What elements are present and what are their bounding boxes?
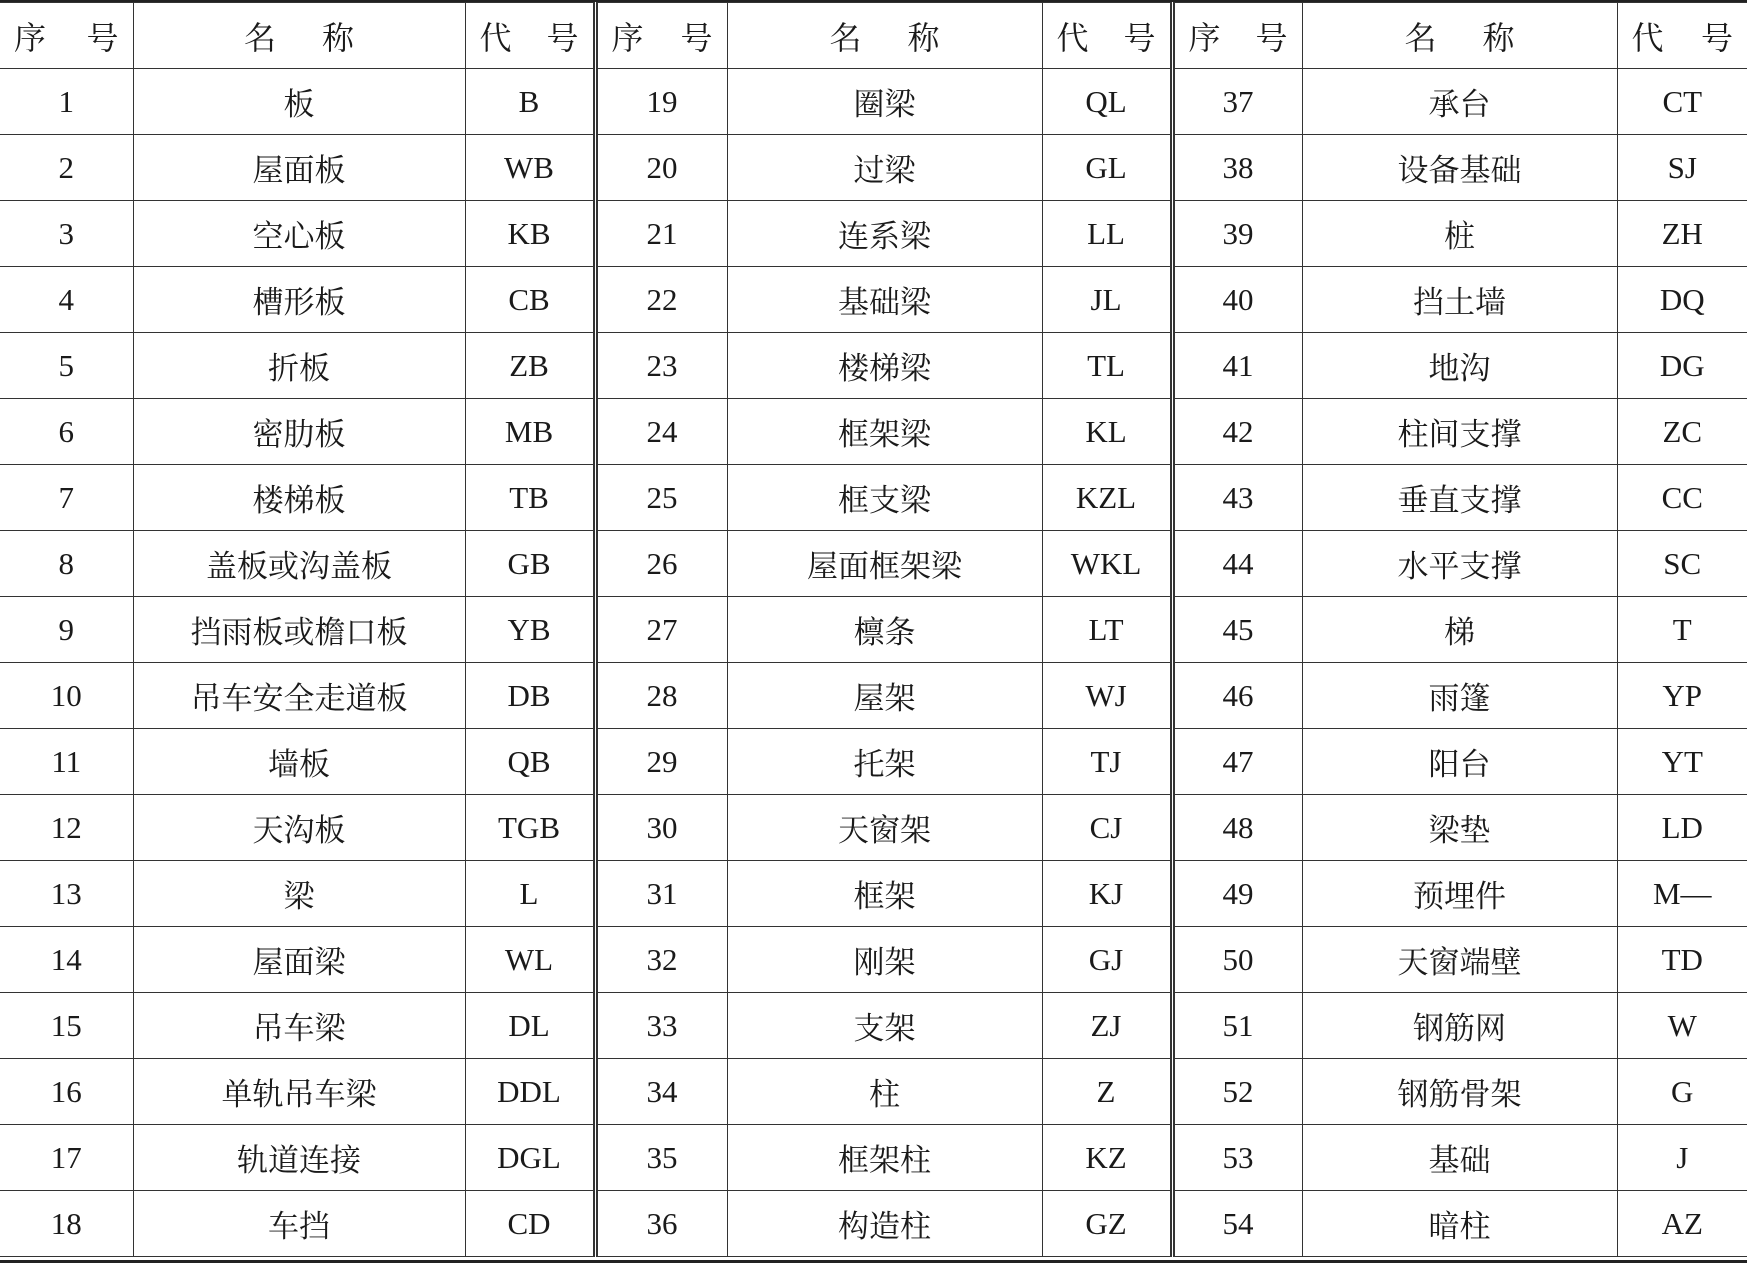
cell-seq: 53: [1172, 1125, 1302, 1191]
cell-code: WB: [465, 135, 595, 201]
cell-name: 预埋件: [1302, 861, 1617, 927]
cell-name: 挡雨板或檐口板: [133, 597, 465, 663]
cell-name: 刚架: [727, 927, 1042, 993]
cell-seq: 48: [1172, 795, 1302, 861]
cell-code: GL: [1042, 135, 1172, 201]
cell-code: GJ: [1042, 927, 1172, 993]
cell-code: LD: [1617, 795, 1747, 861]
header-seq: [1172, 3, 1302, 69]
header-seq-char: 序: [1188, 18, 1221, 57]
cell-seq: 6: [0, 399, 133, 465]
header-seq-char: 号: [86, 18, 119, 57]
header-name-char: 名: [829, 18, 862, 57]
cell-seq: 41: [1172, 333, 1302, 399]
cell-seq: 5: [0, 333, 133, 399]
cell-code: CD: [465, 1191, 595, 1257]
header-name-char: 称: [907, 18, 940, 57]
table-body: [0, 69, 1747, 1257]
cell-code: WJ: [1042, 663, 1172, 729]
cell-code: KZ: [1042, 1125, 1172, 1191]
cell-seq: 49: [1172, 861, 1302, 927]
cell-code: GZ: [1042, 1191, 1172, 1257]
header-code-char: 号: [546, 18, 579, 57]
table-row: [0, 663, 1747, 729]
cell-seq: 18: [0, 1191, 133, 1257]
cell-name: 楼梯梁: [727, 333, 1042, 399]
cell-code: DB: [465, 663, 595, 729]
cell-name: 梁垫: [1302, 795, 1617, 861]
cell-code: B: [465, 69, 595, 135]
cell-name: 屋面框架梁: [727, 531, 1042, 597]
header-code-char: 号: [1123, 18, 1156, 57]
cell-name: 天窗架: [727, 795, 1042, 861]
cell-code: CT: [1617, 69, 1747, 135]
cell-name: 承台: [1302, 69, 1617, 135]
cell-code: ZB: [465, 333, 595, 399]
cell-name: 支架: [727, 993, 1042, 1059]
cell-seq: 38: [1172, 135, 1302, 201]
cell-code: WKL: [1042, 531, 1172, 597]
header-name: [1302, 3, 1617, 69]
cell-seq: 10: [0, 663, 133, 729]
cell-code: TJ: [1042, 729, 1172, 795]
cell-seq: 16: [0, 1059, 133, 1125]
table-row: [0, 597, 1747, 663]
cell-name: 钢筋网: [1302, 993, 1617, 1059]
header-name-char: 名: [1404, 18, 1437, 57]
cell-name: 圈梁: [727, 69, 1042, 135]
cell-name: 连系梁: [727, 201, 1042, 267]
cell-seq: 1: [0, 69, 133, 135]
cell-code: CB: [465, 267, 595, 333]
cell-name: 槽形板: [133, 267, 465, 333]
header-code: [1042, 3, 1172, 69]
cell-name: 挡土墙: [1302, 267, 1617, 333]
cell-code: DGL: [465, 1125, 595, 1191]
cell-code: ZC: [1617, 399, 1747, 465]
cell-seq: 7: [0, 465, 133, 531]
cell-name: 密肋板: [133, 399, 465, 465]
cell-code: LT: [1042, 597, 1172, 663]
cell-name: 空心板: [133, 201, 465, 267]
cell-seq: 11: [0, 729, 133, 795]
cell-seq: 15: [0, 993, 133, 1059]
cell-code: WL: [465, 927, 595, 993]
cell-seq: 3: [0, 201, 133, 267]
cell-seq: 33: [595, 993, 727, 1059]
cell-seq: 44: [1172, 531, 1302, 597]
cell-name: 吊车安全走道板: [133, 663, 465, 729]
cell-name: 屋面梁: [133, 927, 465, 993]
cell-name: 构造柱: [727, 1191, 1042, 1257]
cell-seq: 40: [1172, 267, 1302, 333]
header-seq: [0, 3, 133, 69]
cell-name: 暗柱: [1302, 1191, 1617, 1257]
cell-seq: 47: [1172, 729, 1302, 795]
header-name-char: 称: [1482, 18, 1515, 57]
table-row: [0, 399, 1747, 465]
table-row: [0, 1191, 1747, 1257]
cell-seq: 14: [0, 927, 133, 993]
cell-seq: 25: [595, 465, 727, 531]
cell-seq: 4: [0, 267, 133, 333]
cell-seq: 24: [595, 399, 727, 465]
cell-seq: 39: [1172, 201, 1302, 267]
cell-name: 地沟: [1302, 333, 1617, 399]
cell-name: 框架梁: [727, 399, 1042, 465]
cell-name: 楼梯板: [133, 465, 465, 531]
cell-name: 柱: [727, 1059, 1042, 1125]
cell-seq: 30: [595, 795, 727, 861]
cell-name: 钢筋骨架: [1302, 1059, 1617, 1125]
cell-name: 框架柱: [727, 1125, 1042, 1191]
cell-code: T: [1617, 597, 1747, 663]
cell-code: J: [1617, 1125, 1747, 1191]
cell-seq: 45: [1172, 597, 1302, 663]
cell-seq: 32: [595, 927, 727, 993]
cell-seq: 28: [595, 663, 727, 729]
cell-code: KB: [465, 201, 595, 267]
table-row: [0, 1059, 1747, 1125]
cell-name: 基础梁: [727, 267, 1042, 333]
cell-code: JL: [1042, 267, 1172, 333]
cell-seq: 37: [1172, 69, 1302, 135]
cell-name: 单轨吊车梁: [133, 1059, 465, 1125]
header-name-char: 名: [244, 18, 277, 57]
cell-name: 吊车梁: [133, 993, 465, 1059]
cell-code: W: [1617, 993, 1747, 1059]
header-seq-char: 号: [680, 18, 713, 57]
cell-code: TD: [1617, 927, 1747, 993]
cell-seq: 23: [595, 333, 727, 399]
cell-code: LL: [1042, 201, 1172, 267]
cell-seq: 51: [1172, 993, 1302, 1059]
cell-seq: 29: [595, 729, 727, 795]
cell-code: KJ: [1042, 861, 1172, 927]
cell-seq: 21: [595, 201, 727, 267]
cell-name: 过梁: [727, 135, 1042, 201]
header-seq-char: 序: [611, 18, 644, 57]
cell-code: MB: [465, 399, 595, 465]
table-row: [0, 201, 1747, 267]
cell-code: YT: [1617, 729, 1747, 795]
header-seq-char: 序: [14, 18, 47, 57]
cell-name: 屋架: [727, 663, 1042, 729]
cell-seq: 2: [0, 135, 133, 201]
cell-name: 车挡: [133, 1191, 465, 1257]
table-row: [0, 927, 1747, 993]
header-row: [0, 3, 1747, 69]
table-row: [0, 531, 1747, 597]
cell-code: ZJ: [1042, 993, 1172, 1059]
cell-name: 托架: [727, 729, 1042, 795]
header-code: [465, 3, 595, 69]
cell-code: YP: [1617, 663, 1747, 729]
table-row: [0, 1125, 1747, 1191]
table-row: [0, 993, 1747, 1059]
cell-name: 桩: [1302, 201, 1617, 267]
cell-code: DL: [465, 993, 595, 1059]
cell-seq: 8: [0, 531, 133, 597]
header-code-char: 代: [479, 18, 512, 57]
header-name: [133, 3, 465, 69]
cell-code: SC: [1617, 531, 1747, 597]
cell-name: 垂直支撑: [1302, 465, 1617, 531]
cell-code: Z: [1042, 1059, 1172, 1125]
cell-name: 柱间支撑: [1302, 399, 1617, 465]
cell-code: TGB: [465, 795, 595, 861]
table-row: [0, 135, 1747, 201]
table-row: [0, 795, 1747, 861]
cell-seq: 35: [595, 1125, 727, 1191]
cell-code: CC: [1617, 465, 1747, 531]
cell-code: M—: [1617, 861, 1747, 927]
cell-seq: 20: [595, 135, 727, 201]
cell-name: 板: [133, 69, 465, 135]
cell-name: 折板: [133, 333, 465, 399]
cell-code: QB: [465, 729, 595, 795]
cell-seq: 19: [595, 69, 727, 135]
header-code: [1617, 3, 1747, 69]
header-code-char: 代: [1631, 18, 1664, 57]
header-name-char: 称: [321, 18, 354, 57]
cell-code: KL: [1042, 399, 1172, 465]
cell-name: 天窗端壁: [1302, 927, 1617, 993]
cell-name: 框架: [727, 861, 1042, 927]
header-seq-char: 号: [1255, 18, 1288, 57]
table-row: [0, 333, 1747, 399]
cell-seq: 22: [595, 267, 727, 333]
cell-name: 盖板或沟盖板: [133, 531, 465, 597]
cell-seq: 12: [0, 795, 133, 861]
cell-name: 基础: [1302, 1125, 1617, 1191]
cell-seq: 31: [595, 861, 727, 927]
cell-name: 檩条: [727, 597, 1042, 663]
cell-name: 轨道连接: [133, 1125, 465, 1191]
cell-name: 梁: [133, 861, 465, 927]
table-row: [0, 465, 1747, 531]
cell-seq: 54: [1172, 1191, 1302, 1257]
table-row: [0, 69, 1747, 135]
cell-name: 设备基础: [1302, 135, 1617, 201]
cell-seq: 43: [1172, 465, 1302, 531]
cell-seq: 42: [1172, 399, 1302, 465]
cell-code: DQ: [1617, 267, 1747, 333]
cell-name: 屋面板: [133, 135, 465, 201]
cell-seq: 13: [0, 861, 133, 927]
cell-code: DG: [1617, 333, 1747, 399]
code-table: [0, 2, 1747, 1257]
cell-code: TB: [465, 465, 595, 531]
cell-name: 阳台: [1302, 729, 1617, 795]
cell-code: YB: [465, 597, 595, 663]
cell-seq: 17: [0, 1125, 133, 1191]
table-row: [0, 861, 1747, 927]
cell-seq: 27: [595, 597, 727, 663]
cell-code: DDL: [465, 1059, 595, 1125]
cell-name: 梯: [1302, 597, 1617, 663]
cell-code: ZH: [1617, 201, 1747, 267]
header-code-char: 代: [1056, 18, 1089, 57]
cell-name: 水平支撑: [1302, 531, 1617, 597]
cell-code: TL: [1042, 333, 1172, 399]
cell-code: CJ: [1042, 795, 1172, 861]
cell-code: GB: [465, 531, 595, 597]
header-name: [727, 3, 1042, 69]
cell-code: L: [465, 861, 595, 927]
cell-code: KZL: [1042, 465, 1172, 531]
cell-code: AZ: [1617, 1191, 1747, 1257]
header-seq: [595, 3, 727, 69]
cell-seq: 34: [595, 1059, 727, 1125]
table-row: [0, 729, 1747, 795]
cell-code: G: [1617, 1059, 1747, 1125]
cell-seq: 26: [595, 531, 727, 597]
cell-seq: 9: [0, 597, 133, 663]
cell-seq: 52: [1172, 1059, 1302, 1125]
cell-code: QL: [1042, 69, 1172, 135]
cell-seq: 46: [1172, 663, 1302, 729]
table-row: [0, 267, 1747, 333]
cell-seq: 50: [1172, 927, 1302, 993]
header-code-char: 号: [1700, 18, 1733, 57]
cell-seq: 36: [595, 1191, 727, 1257]
cell-name: 雨篷: [1302, 663, 1617, 729]
cell-name: 天沟板: [133, 795, 465, 861]
cell-name: 墙板: [133, 729, 465, 795]
cell-name: 框支梁: [727, 465, 1042, 531]
cell-code: SJ: [1617, 135, 1747, 201]
